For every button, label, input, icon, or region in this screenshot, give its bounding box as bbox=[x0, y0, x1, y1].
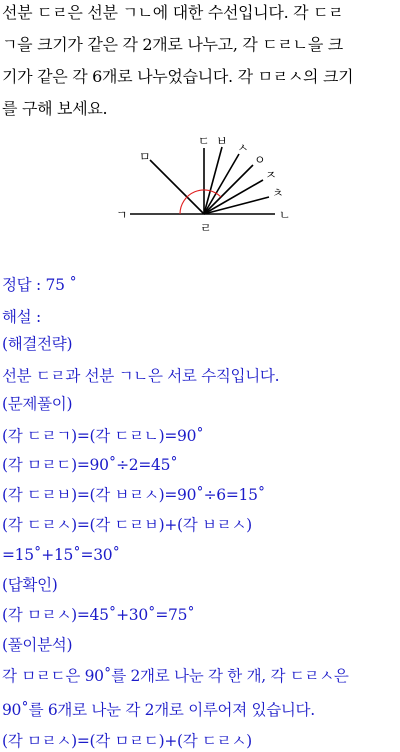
label-o: ㅇ bbox=[254, 153, 266, 167]
solution-line: 각 ㅁㄹㄷ은 90˚를 2개로 나눈 각 한 개, 각 ㄷㄹㅅ은 bbox=[2, 667, 349, 685]
angle-figure bbox=[0, 128, 400, 238]
solution-line: (해결전략) bbox=[2, 335, 73, 353]
label-b: ㅂ bbox=[216, 134, 228, 148]
label-g: ㄱ bbox=[116, 208, 128, 222]
ray-m bbox=[150, 160, 204, 214]
solution-line: (각 ㅁㄹㅅ)=(각 ㅁㄹㄷ)+(각 ㄷㄹㅅ) bbox=[2, 732, 252, 750]
solution-line: (문제풀이) bbox=[2, 395, 73, 413]
label-r: ㄹ bbox=[200, 221, 212, 235]
problem-line: 기가 같은 각 6개로 나누었습니다. 각 ㅁㄹㅅ의 크기 bbox=[2, 67, 354, 86]
ray-ch bbox=[204, 197, 269, 214]
solution-line: (각 ㅁㄹㄷ)=90˚÷2=45˚ bbox=[2, 456, 178, 474]
solution-line: 해설 : bbox=[2, 308, 41, 326]
solution-line: (각 ㄷㄹㅅ)=(각 ㄷㄹㅂ)+(각 ㅂㄹㅅ) bbox=[2, 516, 252, 534]
problem-line: 선분 ㄷㄹ은 선분 ㄱㄴ에 대한 수선입니다. 각 ㄷㄹ bbox=[2, 3, 344, 22]
solution-line: (각 ㅁㄹㅅ)=45˚+30˚=75˚ bbox=[2, 606, 195, 624]
solution-line: =15˚+15˚=30˚ bbox=[2, 546, 120, 564]
label-d: ㄷ bbox=[198, 134, 210, 148]
label-m: ㅁ bbox=[139, 150, 151, 164]
solution-line: (답확인) bbox=[2, 576, 58, 594]
solution-line: 선분 ㄷㄹ과 선분 ㄱㄴ은 서로 수직입니다. bbox=[2, 367, 280, 385]
problem-line: ㄱ을 크기가 같은 각 2개로 나누고, 각 ㄷㄹㄴ을 크 bbox=[2, 35, 343, 54]
solution-line: (각 ㄷㄹㄱ)=(각 ㄷㄹㄴ)=90˚ bbox=[2, 427, 204, 445]
solution-line: 90˚를 6개로 나눈 각 2개로 이루어져 있습니다. bbox=[2, 701, 315, 719]
label-j: ㅈ bbox=[265, 168, 277, 182]
label-ch: ㅊ bbox=[272, 186, 284, 200]
solution-line: (풀이분석) bbox=[2, 636, 73, 654]
angle-diagram bbox=[0, 128, 400, 238]
label-n: ㄴ bbox=[279, 208, 291, 222]
problem-line: 를 구해 보세요. bbox=[2, 99, 108, 118]
label-s: ㅅ bbox=[237, 141, 249, 155]
answer-line: 정답 : 75 ˚ bbox=[2, 276, 77, 294]
solution-line: (각 ㄷㄹㅂ)=(각 ㅂㄹㅅ)=90˚÷6=15˚ bbox=[2, 486, 266, 504]
